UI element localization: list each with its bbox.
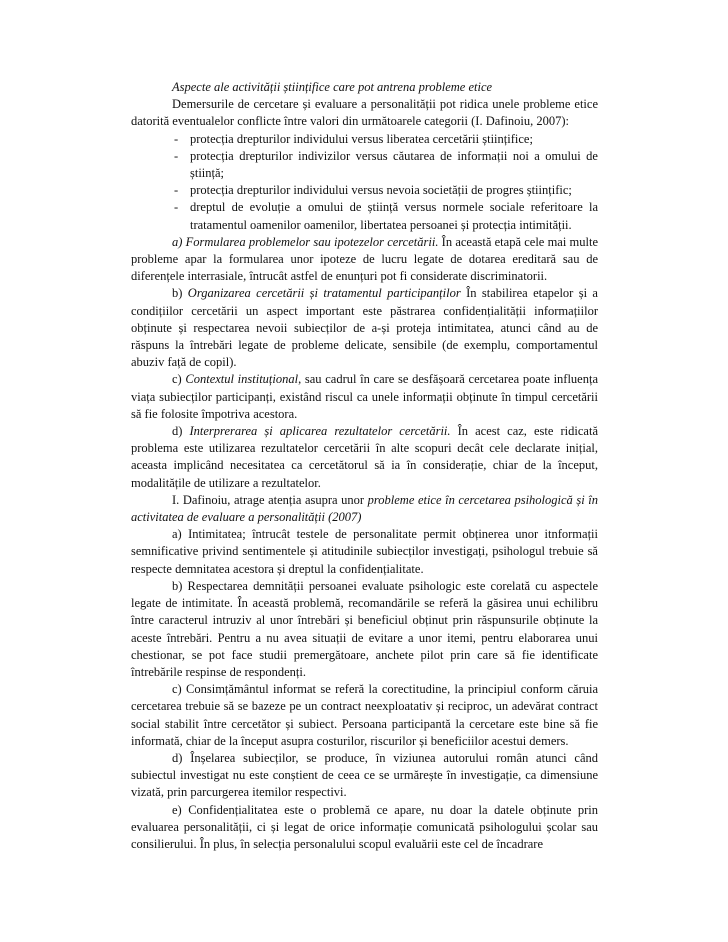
issue-paragraph: c) Consimțământul informat se referă la corectitudine, la principiul conform căruia cercetarea trebuie să se bazeze pe un contract neexploatativ și reciproc, un adevărat contract social stabilit între cercetător și subiect. Persoana participantă la cercetare este bine să fie informată, chiar de la început asupra costurilor, riscurilor și beneficiilor acestui demers.	[131, 682, 598, 748]
intro-paragraph: Demersurile de cercetare și evaluare a personalității pot ridica unele probleme etice datorită eventualelor conflicte între valori din următoarele categorii (I. Dafinoiu, 2007):	[131, 97, 598, 129]
issue-paragraph: d) Înșelarea subiecților, se produce, în viziunea autorului român atunci când subiectul investigat nu este conștient de ceea ce se urmărește în investigație, ca dimensiune vizată, prin parcurgerea itemilor respectivi.	[131, 750, 598, 800]
section-b-text: În stabilirea etapelor și a condițiilor cercetării un aspect important este păstrarea confidențialității informațiilor obținute și respectarea nevoii subiecților de a-și proteja intimitatea, atunci când au de răspuns la întrebări legate de probleme delicate, sensibile (de exemplu, comportamentul abuziv față de copil).	[131, 286, 598, 370]
section-c-title: Contextul instituțional	[185, 372, 299, 387]
dafinoiu-title: probleme etice în cercetarea psihologică și în activitatea de evaluare a personalității (2007)	[131, 492, 598, 525]
conflict-item: - dreptul de evoluție a omului de știință versus normele sociale referitoare la tratamentul oamenilor oamenilor, libertatea persoanei și protecția intimității.	[131, 199, 598, 233]
issue-paragraph: a) Intimitatea; întrucât testele de personalitate permit obținerea unor itnformații semnificative privind sentimentele și atitudinile subiecților investigați, psihologul trebuie să respecte demnitatea acestora și dreptul la confidențialitate.	[131, 527, 598, 576]
section-d-paragraph	[131, 423, 598, 492]
section-c-text: , sau cadrul în care se desfășoară cercetarea poate influența viața subiecților participanți, existând riscul ca unele informații obținute în timpul cercetării să fie folosite împotriva acestora.	[131, 372, 598, 421]
dafinoiu-lead: I. Dafinoiu, atrage atenția asupra unor	[172, 492, 368, 507]
conflict-list	[131, 131, 598, 234]
section-heading: Aspecte ale activității științifice care pot antrena probleme etice	[172, 80, 493, 94]
issue-paragraph: b) Respectarea demnității persoanei evaluate psihologic este corelată cu aspectele legate de intimitate. În această problemă, recomandările se referă la găsirea unui echilibru între caracterul intruziv al unor întrebări și beneficiul obținut prin răspunsurile obținute la aceste întrebări. Pentru a nu avea situații de evitare a unor itemi, pentru elaborarea unui chestionar, se pot face studii premergătoare, anchete pilot prin care să fie identificate întrebările respinse de respondenți.	[131, 578, 598, 679]
section-d-title: Interprerarea și aplicarea rezultatelor cercetării.	[189, 424, 451, 439]
conflict-item: - protecția drepturilor individului versus liberatea cercetării științifice;	[131, 131, 598, 148]
section-a-paragraph	[131, 234, 598, 286]
dafinoiu-paragraph	[131, 492, 598, 526]
section-c-prefix: c)	[172, 372, 186, 387]
section-d-text: În acest caz, este ridicată problema este utilizarea rezultatelor cercetării în alte scopuri decât cele declarate inițial, aceasta implicând necesitatea ca cercetătorul să ia în considerație, chiar de la început, modalitățile de utilizare a rezultatelor.	[131, 424, 598, 490]
section-d-prefix: d)	[172, 424, 190, 439]
section-a-title: a) Formularea problemelor sau ipotezelor cercetării.	[172, 234, 439, 249]
issue-paragraph: e) Confidențialitatea este o problemă ce apare, nu doar la datele obținute prin evaluarea personalității, ci și legat de orice informație comunicată psihologului școlar sau consilierului. În plus, în selecția personalului scopul evaluării este cel de încadrare	[131, 802, 598, 851]
conflict-item: - protecția drepturilor indivizilor versus căutarea de informații noi a omului de știință;	[131, 148, 598, 182]
conflict-item: - protecția drepturilor individului versus nevoia societății de progres științific;	[131, 182, 598, 199]
document-page	[131, 79, 598, 853]
section-b-title: Organizarea cercetării și tratamentul participanților	[187, 286, 461, 301]
section-b-paragraph	[131, 285, 598, 371]
section-a-text: În această etapă cele mai multe probleme apar la formularea unor ipoteze de lucru legate de dotarea ereditară sau de diferențele interrasiale, întrucât astfel de enunțuri pot fi considerate discriminatorii.	[131, 234, 599, 284]
section-b-prefix: b)	[172, 286, 188, 301]
section-c-paragraph	[131, 371, 598, 423]
